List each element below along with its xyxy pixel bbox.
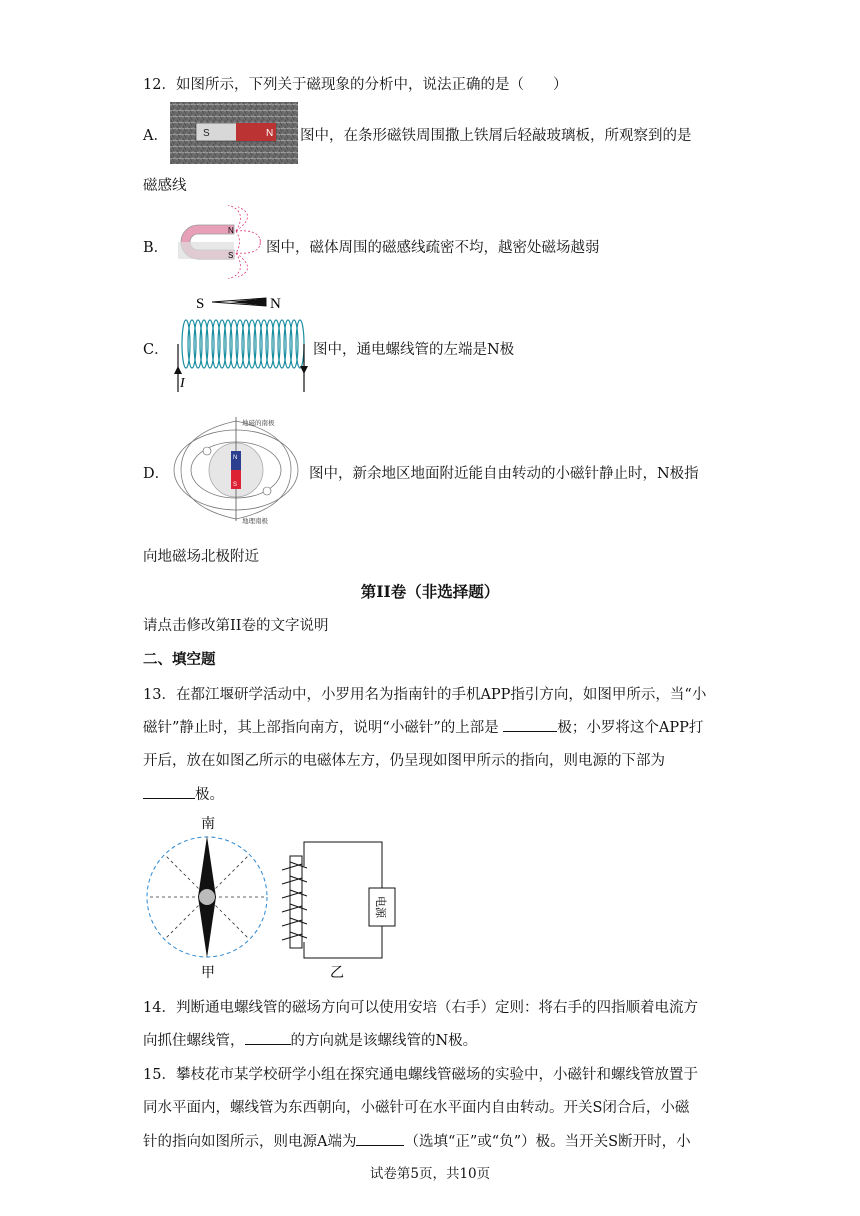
current-i-label: I xyxy=(180,376,185,391)
compass-n-label: N xyxy=(270,296,281,312)
q13-text-2b: 极；小罗将这个APP打 xyxy=(557,720,704,736)
option-a-cont: 磁感线 xyxy=(143,178,187,194)
q13-blank-2[interactable] xyxy=(143,784,195,799)
option-d-cont: 向地磁场北极附近 xyxy=(143,549,259,565)
section-note[interactable]: 请点击修改第II卷的文字说明 xyxy=(143,618,329,634)
option-a-text: 图中，在条形磁铁周围撒上铁屑后轻敲玻璃板，所观察到的是 xyxy=(300,128,692,144)
power-source-label: 电源 xyxy=(374,896,387,918)
q12-stem: 12．如图所示，下列关于磁现象的分析中，说法正确的是（ ） xyxy=(143,77,568,93)
figure-jia-label: 甲 xyxy=(201,965,215,981)
option-d-text: 图中，新余地区地面附近能自由转动的小磁针静止时，N极指 xyxy=(309,466,699,482)
option-c-figure xyxy=(170,292,312,400)
section-heading: 二、填空题 xyxy=(143,651,216,668)
bar-n-label: N xyxy=(266,128,274,139)
option-d-label: D． xyxy=(143,466,170,482)
option-b-text: 图中，磁体周围的磁感线疏密不均，越密处磁场越弱 xyxy=(266,240,600,256)
q15-line-3 xyxy=(143,1130,691,1151)
q15-blank[interactable] xyxy=(356,1131,404,1146)
option-d-figure xyxy=(171,413,301,531)
q15-text-3a: 针的指向如图所示，则电源A端为 xyxy=(143,1134,357,1150)
q14-text-2b: 的方向就是该螺线管的N极。 xyxy=(290,1033,478,1049)
page-footer: 试卷第5页，共10页 xyxy=(369,1166,491,1182)
q14-line-1: 14．判断通电螺线管的磁场方向可以使用安培（右手）定则：将右手的四指顺着电流方 xyxy=(143,1000,698,1016)
geo-pole-label: 地理南极 xyxy=(242,517,268,525)
q13-text-2a: 磁针”静止时，其上部指向南方，说明“小磁针”的上部是 xyxy=(143,720,499,736)
q13-text-4b: 极。 xyxy=(195,787,224,803)
section-title: 第II卷（非选择题） xyxy=(360,582,500,601)
q13-line-4 xyxy=(143,783,224,804)
q15-line-2: 同水平面内，螺线管为东西朝向，小磁针可在水平面内自由转动。开关S闭合后，小磁 xyxy=(143,1100,690,1116)
horseshoe-n-label: N xyxy=(228,226,234,235)
option-c-text: 图中，通电螺线管的左端是N极 xyxy=(313,342,515,358)
earth-s-label: S xyxy=(233,482,238,488)
option-b-label: B． xyxy=(143,240,169,256)
q13-line-3: 开后，放在如图乙所示的电磁体左方，仍呈现如图甲所示的指向，则电源的下部为 xyxy=(143,753,665,769)
q13-line-1: 13．在都江堰研学活动中，小罗用名为指南针的手机APP指引方向，如图甲所示，当“小 xyxy=(143,687,707,703)
bar-s-label: S xyxy=(203,128,210,139)
q13-line-2 xyxy=(143,716,703,737)
option-a-label: A． xyxy=(143,128,168,144)
q13-figure xyxy=(144,812,414,988)
q15-text-3b: （选填“正”或“负”）极。当开关S断开时，小 xyxy=(404,1134,691,1150)
geo-south-label: 地磁的南极 xyxy=(242,419,275,427)
q13-blank-1[interactable] xyxy=(503,717,557,732)
horseshoe-s-label: S xyxy=(228,251,234,260)
compass-s-label: S xyxy=(196,296,205,312)
earth-n-label: N xyxy=(233,455,238,461)
option-a-figure xyxy=(170,102,298,164)
q15-line-1: 15．攀枝花市某学校研学小组在探究通电螺线管磁场的实验中，小磁针和螺线管放置于 xyxy=(143,1067,698,1083)
option-c-label: C． xyxy=(143,342,169,358)
q14-line-2 xyxy=(143,1029,477,1050)
figure-yi-label: 乙 xyxy=(330,965,344,981)
q14-blank[interactable] xyxy=(245,1030,291,1045)
option-b-figure xyxy=(168,205,264,283)
compass-south-label: 南 xyxy=(201,816,215,832)
q14-text-2a: 向抓住螺线管， xyxy=(143,1033,245,1049)
